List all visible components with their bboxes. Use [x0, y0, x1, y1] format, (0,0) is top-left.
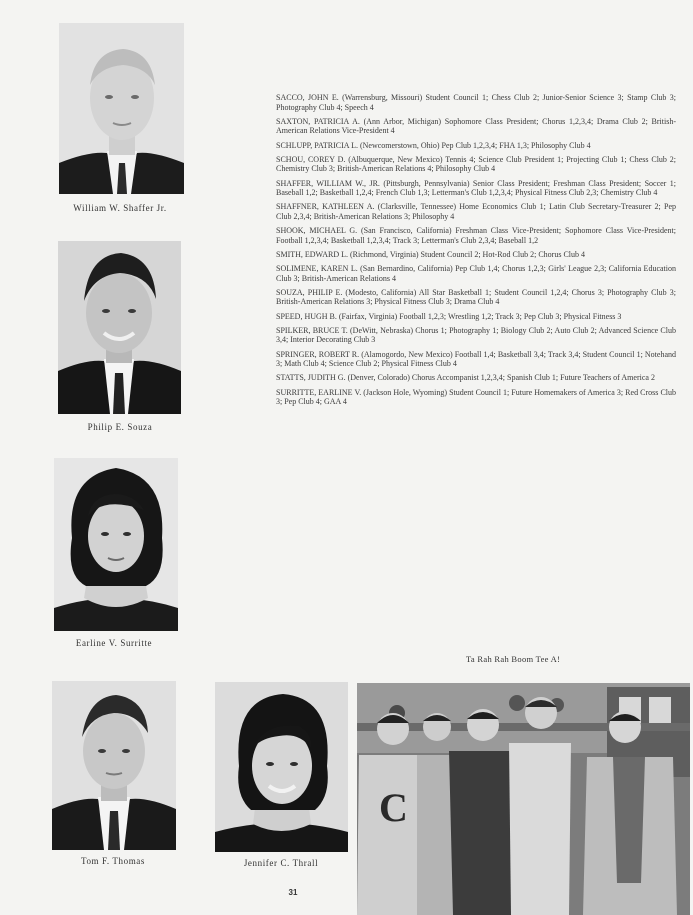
page-number: 31 [288, 888, 298, 897]
portrait-photo [59, 23, 184, 194]
senior-entry: SHAFFER, WILLIAM W., JR. (Pittsburgh, Pennsylvania) Senior Class President; Freshman Class President; Soccer 1; Baseball 1,2; Basketball 1,2,4; French Club 1,3; Letterman's Club 1,2,3,4; Physical Fitness Club 2,3; Chemistry Club 4 [276, 178, 676, 198]
portrait-photo [58, 241, 181, 414]
senior-entry: STATTS, JUDITH G. (Denver, Colorado) Chorus Accompanist 1,2,3,4; Spanish Club 1; Future Teachers of America 2 [276, 373, 655, 383]
senior-entry: SPEED, HUGH B. (Fairfax, Virginia) Football 1,2,3; Wrestling 1,2; Track 3; Pep Club 3; Physical Fitness 3 [276, 311, 622, 321]
senior-entry: SOUZA, PHILIP E. (Modesto, California) All Star Basketball 1; Student Council 1,2,4; Chorus 3; Photography Club 3; British-American Relations 3; Physical Fitness Club 3; Drama Club 4 [276, 287, 676, 307]
portrait-caption: William W. Shaffer Jr. [73, 203, 167, 213]
group-photo-caption: Ta Rah Rah Boom Tee A! [466, 654, 561, 664]
senior-entry: SACCO, JOHN E. (Warrensburg, Missouri) Student Council 1; Chess Club 2; Junior-Senior Science 3; Stamp Club 3; Photography Club 4; Speech 4 [276, 93, 676, 112]
senior-entry: SHAFFNER, KATHLEEN A. (Clarksville, Tennessee) Home Economics Club 1; Latin Club Secretary-Treasurer 2; Pep Club 2,3,4; British-American Relations 3; Philosophy 4 [276, 202, 676, 221]
portrait-photo [215, 682, 348, 852]
senior-entry: SURRITTE, EARLINE V. (Jackson Hole, Wyoming) Student Council 1; Future Homemakers of America 3; Red Cross Club 3; Pep Club 4; GAA 4 [276, 387, 676, 407]
senior-entry: SAXTON, PATRICIA A. (Ann Arbor, Michigan) Sophomore Class President; Chorus 1,2,3,4; Drama Club 2; British-American Relations Vice-President 4 [276, 116, 676, 136]
portrait-photo [52, 681, 176, 850]
portrait-photo [54, 458, 178, 631]
portrait-caption: Philip E. Souza [87, 422, 153, 432]
portrait-caption: Earline V. Surritte [75, 638, 153, 648]
senior-entry: SMITH, EDWARD L. (Richmond, Virginia) Student Council 2; Hot-Rod Club 2; Chorus Club 4 [276, 249, 585, 259]
sweater-letter: C [379, 785, 408, 830]
senior-entry: SCHLUPP, PATRICIA L. (Newcomerstown, Ohio) Pep Club 1,2,3,4; FHA 1,3; Philosophy Club 4 [276, 140, 591, 150]
senior-entries [276, 93, 676, 411]
senior-entry: SPILKER, BRUCE T. (DeWitt, Nebraska) Chorus 1; Photography 1; Biology Club 2; Auto Club 2; Advanced Science Club 3,4; Interior Decorating Club 3 [276, 325, 676, 345]
senior-entry: SCHOU, COREY D. (Albuquerque, New Mexico) Tennis 4; Science Club President 1; Projecting Club 1; Chess Club 2; Chemistry Club 3; British-American Relations 4; Philosophy Club 4 [276, 154, 676, 174]
group-photo [357, 683, 690, 915]
senior-entry: SHOOK, MICHAEL G. (San Francisco, California) Freshman Class Vice-President; Sophomore Class Vice-President; Football 1,2,3,4; Basketball 1,2,3,4; Track 3; Letterman's Club 2,3,4; Baseball 1,2 [276, 226, 676, 245]
senior-entry: SOLIMENE, KAREN L. (San Bernardino, California) Pep Club 1,4; Chorus 1,2,3; Girls' League 2,3; California Education Club 3; British-American Relations 4 [276, 264, 676, 283]
portrait-caption: Tom F. Thomas [80, 856, 146, 866]
senior-entry: SPRINGER, ROBERT R. (Alamogordo, New Mexico) Football 1,4; Basketball 3,4; Track 3,4; Student Council 1; Notehand 3; Math Club 4; Science Club 2; Physical Fitness Club 4 [276, 349, 676, 369]
portrait-caption: Jennifer C. Thrall [243, 858, 319, 868]
